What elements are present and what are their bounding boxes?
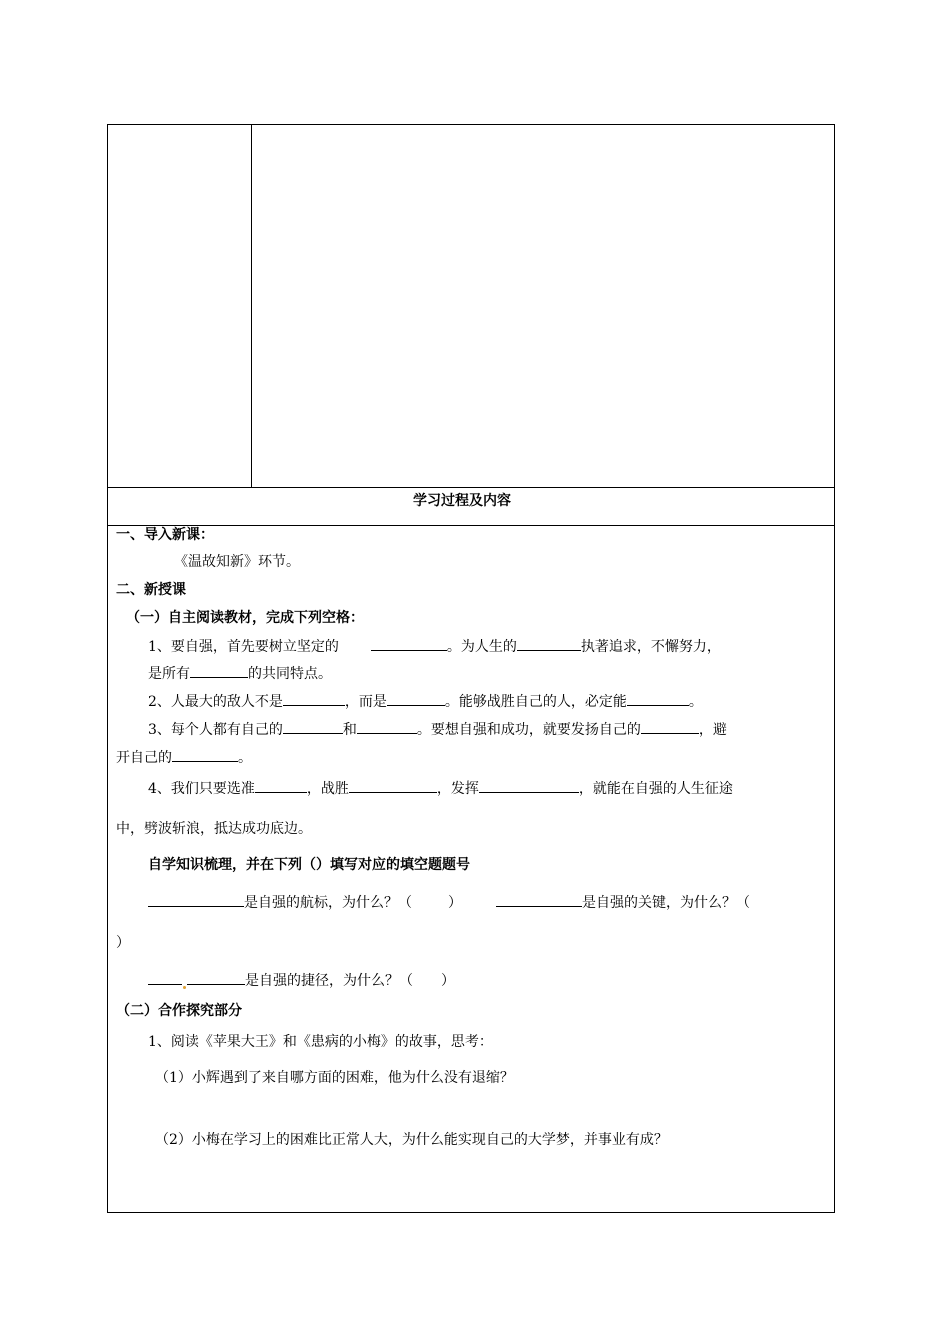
q4-text-a: 4、我们只要选准 xyxy=(148,781,255,797)
part2-question-1: 1、阅读《苹果大王》和《患病的小梅》的故事，思考： xyxy=(148,1034,493,1050)
q3-text-c: 。要想自强和成功，就要发扬自己的 xyxy=(416,722,641,738)
blank[interactable] xyxy=(496,892,582,907)
blank[interactable] xyxy=(148,970,182,985)
blank[interactable] xyxy=(190,663,248,678)
q3-text-e: 开自己的 xyxy=(116,750,172,766)
blank[interactable] xyxy=(349,778,437,793)
table-header-title: 学习过程及内容 xyxy=(413,493,511,509)
question-3-line-1 xyxy=(148,719,727,739)
blank[interactable] xyxy=(387,691,445,706)
part2-question-1-1: （1）小辉遇到了来自哪方面的困难，他为什么没有退缩？ xyxy=(155,1070,514,1086)
question-1-line-1 xyxy=(148,636,721,656)
header-divider xyxy=(108,525,834,526)
q3-text-d: ，避 xyxy=(698,722,727,738)
section1-heading: 一、导入新课： xyxy=(116,527,214,543)
summary-close-1: ） xyxy=(448,895,462,911)
q3-text-a: 3、每个人都有自己的 xyxy=(148,722,283,738)
part1-heading: （一）自主阅读教材，完成下列空格： xyxy=(126,610,364,626)
blank[interactable] xyxy=(148,892,244,907)
summary-line-2 xyxy=(148,970,455,990)
summary-text-1: 是自强的航标，为什么？（ xyxy=(244,895,412,911)
section2-heading: 二、新授课 xyxy=(116,582,186,598)
q1-text-e: 的共同特点。 xyxy=(248,666,332,682)
q4-text-d: ，就能在自强的人生征途 xyxy=(578,781,733,797)
blank[interactable] xyxy=(371,636,447,651)
q1-text-b: 。为人生的 xyxy=(446,639,517,655)
summary-heading: 自学知识梳理，并在下列（）填写对应的填空题题号 xyxy=(148,857,470,873)
blank[interactable] xyxy=(283,719,343,734)
summary-line-1 xyxy=(148,892,750,912)
blank[interactable] xyxy=(641,719,699,734)
question-4-line-2: 中，劈波斩浪，抵达成功底边。 xyxy=(116,821,312,837)
blank[interactable] xyxy=(479,778,579,793)
blank[interactable] xyxy=(255,778,307,793)
q3-text-f: 。 xyxy=(238,750,252,766)
mark-dot xyxy=(183,986,186,989)
summary-text-3: 是自强的捷径，为什么？（ xyxy=(245,973,413,989)
q1-text-d: 是所有 xyxy=(148,666,190,682)
summary-text-2: 是自强的关键，为什么？（ xyxy=(582,895,750,911)
part2-heading: （二）合作探究部分 xyxy=(116,1003,242,1019)
q2-text-b: ，而是 xyxy=(344,694,387,710)
q1-text-a: 1、要自强，首先要树立坚定的 xyxy=(148,639,339,655)
section1-text: 《温故知新》环节。 xyxy=(174,554,300,570)
question-1-line-2 xyxy=(148,663,332,683)
column-divider xyxy=(251,125,252,487)
question-2 xyxy=(148,691,703,711)
question-4-line-1 xyxy=(148,778,733,798)
blank[interactable] xyxy=(357,719,417,734)
blank[interactable] xyxy=(187,970,245,985)
blank[interactable] xyxy=(627,691,689,706)
q2-text-c: 。能够战胜自己的人，必定能 xyxy=(444,694,627,710)
q2-text-d: 。 xyxy=(688,694,703,710)
summary-close-2: ） xyxy=(116,935,130,951)
blank[interactable] xyxy=(172,747,238,762)
blank[interactable] xyxy=(283,691,345,706)
q3-text-b: 和 xyxy=(342,722,357,738)
q4-text-c: ，发挥 xyxy=(436,781,479,797)
q4-text-b: ，战胜 xyxy=(306,781,349,797)
summary-close-3: ） xyxy=(441,973,455,989)
q1-text-c: 执著追求，不懈努力， xyxy=(580,639,721,655)
question-3-line-2 xyxy=(116,747,252,767)
main-table xyxy=(107,487,835,1213)
part2-question-1-2: （2）小梅在学习上的困难比正常人大，为什么能实现自己的大学梦，并事业有成？ xyxy=(155,1132,668,1148)
top-table xyxy=(107,124,835,488)
q2-text-a: 2、人最大的敌人不是 xyxy=(148,694,283,710)
blank[interactable] xyxy=(517,636,581,651)
